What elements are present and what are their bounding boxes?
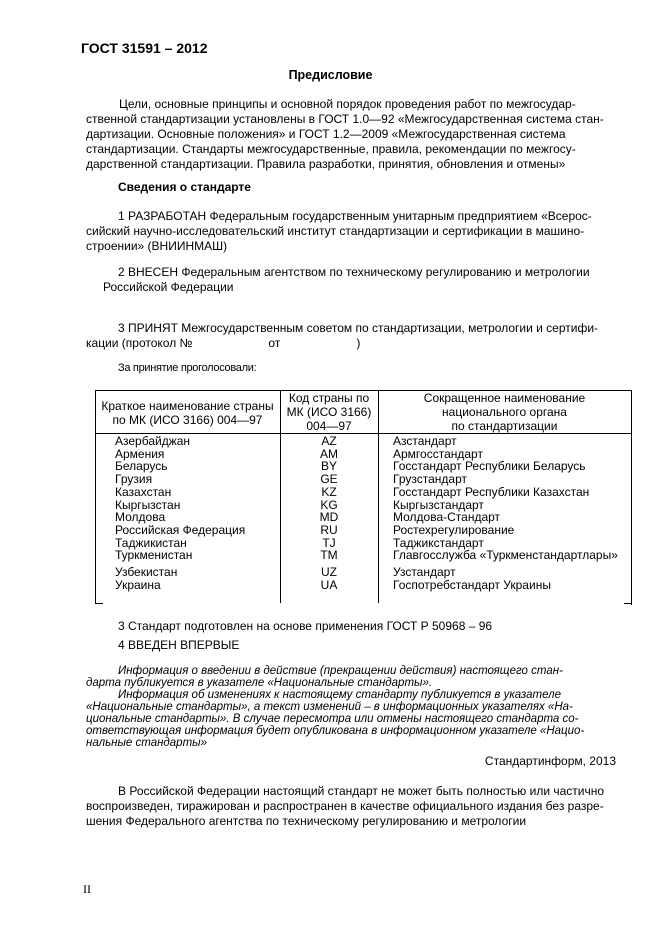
copyright-line: воспроизведен, тиражирован и распространен в качестве официального издания без разре- (86, 799, 604, 813)
item-4-first-introduced: 4 ВВЕДЕН ВПЕРВЫЕ (118, 638, 240, 652)
table-header-country (95, 399, 280, 427)
foreword-paragraph (86, 97, 616, 172)
info-item-line: сийский научно-исследовательский институт стандартизации и сертификации в машино- (86, 224, 585, 238)
table-cell-body: Таджикстандарт (393, 535, 484, 550)
notice-line: дарта публикуется в указателе «Национальные стандарты». (86, 677, 433, 689)
table-cell-country: Украина (115, 577, 161, 592)
notice-line: Информация об изменениях к настоящему стандарту публикуется в указателе (118, 689, 561, 701)
info-item-line (86, 336, 616, 351)
table-cell-body: Ростехрегулирование (393, 522, 515, 537)
info-item-2 (103, 265, 616, 295)
info-item-line: 2 ВНЕСЕН Федеральным агентством по техническому регулированию и метрологии (118, 265, 590, 279)
table-cell-code: RU (320, 522, 338, 537)
table-header-body (378, 391, 631, 433)
publication-notice (86, 665, 616, 749)
table-border-bottom-left (95, 603, 103, 604)
table-cell-code: AM (320, 446, 338, 461)
table-cell-body: Грузстандарт (393, 472, 467, 487)
table-cell-code: GE (320, 472, 338, 487)
table-border-right (631, 390, 632, 605)
info-item-line: 1 РАЗРАБОТАН Федеральным государственным унитарным предприятием «Всерос- (118, 209, 592, 223)
foreword-line: дартизации. Основные положения» и ГОСТ 1.2—2009 «Межгосударственная система (86, 127, 566, 141)
table-cell-body: Кыргызстандарт (393, 497, 484, 512)
item-3-basis: 3 Стандарт подготовлен на основе применения ГОСТ Р 50968 – 96 (118, 619, 493, 633)
countries-table (95, 390, 632, 605)
table-cell-country: Таджикистан (115, 535, 187, 550)
protocol-close: ) (356, 336, 361, 350)
table-cell-body: Азстандарт (393, 434, 457, 448)
table-cell-code: KG (320, 497, 338, 512)
foreword-line: ственной стандартизации установлены в ГОСТ 1.0—92 «Межгосударственная система стан- (86, 112, 604, 126)
table-cell-country: Беларусь (115, 459, 168, 474)
copyright-line: В Российской Федерации настоящий стандарт не может быть полностью или частично (118, 784, 605, 798)
table-header-code (280, 391, 378, 433)
foreword-line: Цели, основные принципы и основной порядок проведения работ по межгосудар- (119, 97, 576, 111)
table-cell-body: Узстандарт (393, 565, 456, 579)
page-number: II (83, 882, 91, 896)
table-cell-country: Грузия (115, 472, 153, 487)
table-cell-country: Казахстан (115, 484, 172, 499)
header-line: 004—97 (306, 419, 352, 433)
info-item-3 (86, 321, 616, 351)
protocol-date-label: от (268, 336, 281, 350)
table-cell-country: Кыргызстан (115, 497, 181, 512)
header-line: национального органа (442, 405, 567, 419)
info-item-line: строении» (ВНИИНМАШ) (86, 239, 228, 253)
copyright-line: шения Федерального агентства по техническому регулированию и метрологии (86, 814, 527, 828)
table-cell-body: Госпотребстандарт Украины (393, 577, 551, 592)
table-cell-country: Азербайджан (115, 434, 191, 448)
table-cell-body: Молдова-Стандарт (393, 510, 501, 525)
notice-line: Информация о введении в действие (прекращении действия) настоящего стан- (118, 665, 563, 677)
table-cell-code: UZ (321, 565, 337, 579)
table-cell-code: TJ (322, 535, 336, 550)
table-cell-country: Узбекистан (115, 565, 178, 579)
table-cell-country: Российская Федерация (115, 522, 246, 537)
notice-line: нальные стандарты» (86, 737, 208, 749)
header-line: по стандартизации (451, 419, 558, 433)
table-cell-body: Госстандарт Республики Казахстан (393, 484, 590, 499)
notice-line: ответствующая информация будет опубликована в информационном указателе «Нацио- (86, 725, 585, 737)
table-cell-country: Туркменистан (115, 548, 193, 563)
table-cell-country: Армения (115, 446, 165, 461)
info-item-line: Российской Федерации (103, 280, 234, 294)
table-cell-body: Главгосслужба «Туркменстандартлары» (393, 548, 618, 563)
table-cell-code: KZ (321, 484, 337, 499)
header-line: Код страны по (288, 391, 370, 405)
header-line: по МК (ИСО 3166) 004—97 (112, 413, 263, 427)
info-section-title: Сведения о стандарте (118, 180, 251, 194)
header-line: МК (ИСО 3166) (286, 405, 372, 419)
table-cell-code: AZ (321, 434, 337, 448)
info-item-1 (86, 209, 616, 254)
notice-line: циональные стандарты». В случае пересмотра или отмены настоящего стандарта со- (86, 713, 579, 725)
copyright-notice (86, 784, 616, 829)
table-cell-code: UA (320, 577, 338, 592)
info-item-line: 3 ПРИНЯТ Межгосударственным советом по стандартизации, метрологии и сертифи- (118, 321, 599, 335)
document-code-header: ГОСТ 31591 – 2012 (81, 40, 208, 56)
notice-line: «Национальные стандарты», а текст изменений – в информационных указателях «На- (86, 701, 573, 713)
foreword-line: стандартизации. Стандарты межгосударственные, правила, рекомендации по межгосу- (86, 142, 576, 156)
header-line: Краткое наименование страны (101, 399, 274, 413)
table-cell-body: Армгосстандарт (393, 446, 483, 461)
table-cell-body: Госстандарт Республики Беларусь (393, 459, 586, 474)
protocol-label: кации (протокол № (86, 336, 193, 350)
table-cell-code: BY (320, 459, 337, 474)
table-cell-code: MD (319, 510, 339, 525)
table-cell-code: TM (320, 548, 338, 563)
table-cell-country: Молдова (115, 510, 166, 525)
publisher-signature: Стандартинформ, 2013 (484, 754, 616, 768)
voted-label: За принятие проголосовали: (118, 362, 257, 374)
header-line: Сокращенное наименование (423, 391, 586, 405)
foreword-title: Предисловие (288, 68, 373, 82)
foreword-line: дарственной стандартизации. Правила разработки, принятия, обновления и отмены» (86, 157, 566, 171)
